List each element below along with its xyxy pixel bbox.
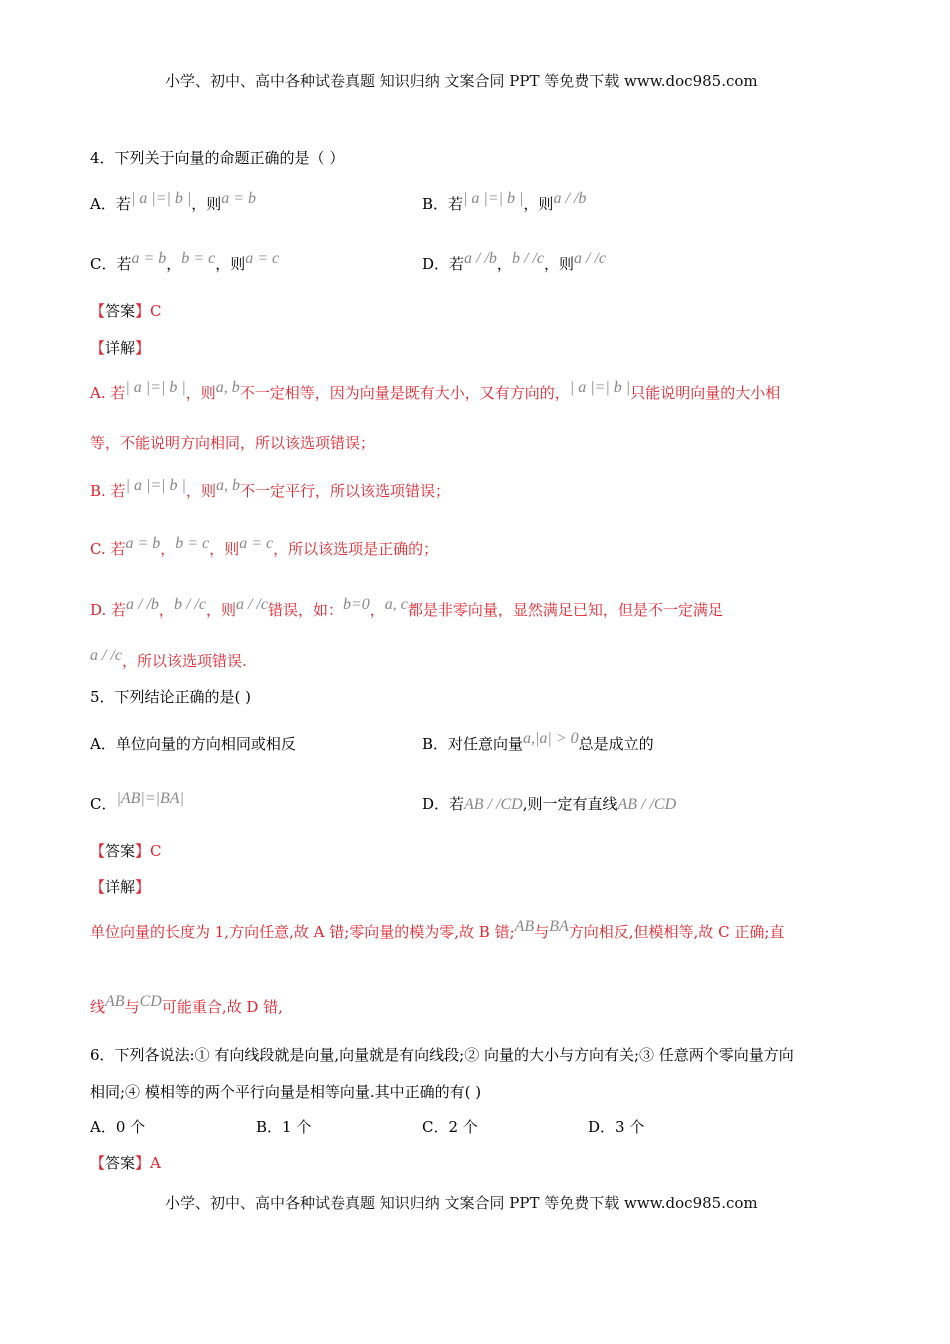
- q4-c-math2: b = c: [181, 250, 216, 267]
- q4-answer-value: C: [150, 302, 162, 320]
- page-footer: 小学、初中、高中各种试卷真题 知识归纳 文案合同 PPT 等免费下载 www.doc985.com: [165, 1194, 758, 1212]
- q4-d-label: D．若: [422, 255, 465, 273]
- q5-stem: 5．下列结论正确的是( ): [90, 688, 252, 706]
- q4-b-label: B．若: [422, 195, 464, 213]
- q4-explanation-b: B. 若| a |=| b |，则a, b不一定平行，所以该选项错误；: [90, 477, 450, 500]
- q4-explanation-c: C. 若a = b，b = c，则a = c，所以该选项是正确的；: [90, 535, 439, 558]
- q4-option-d: [422, 250, 606, 274]
- q5-answer: 【答案】C: [90, 842, 162, 860]
- q4-answer: [90, 300, 162, 321]
- q4-a-math1: | a |=| b |: [130, 190, 192, 207]
- q4-a-math2: a = b: [221, 190, 257, 207]
- q4-detail-heading: 【详解】: [90, 339, 151, 357]
- q4-c-mid: ，则: [215, 255, 246, 273]
- q6-option-b: B．1 个: [256, 1118, 312, 1136]
- q4-option-a: [90, 190, 257, 214]
- q4-explanation-a-cont: 等，不能说明方向相同，所以该选项错误；: [90, 434, 376, 452]
- q5-option-a: A．单位向量的方向相同或相反: [90, 735, 296, 753]
- q4-explanation-d: D. 若a / /b，b / /c，则a / /c错误，如：b=0，a, c都是非零向量，显然满足已知，但是不一定满足: [90, 596, 723, 619]
- page-header: 小学、初中、高中各种试卷真题 知识归纳 文案合同 PPT 等免费下载 www.doc985.com: [165, 72, 758, 90]
- q4-a-label: A．若: [90, 195, 131, 213]
- q6-stem-line1: 6．下列各说法:① 有向线段就是向量,向量就是有向线段;② 向量的大小与方向有关;③ 任意两个零向量方向: [90, 1046, 794, 1064]
- q6-answer: 【答案】A: [90, 1154, 161, 1172]
- q5-option-d: D．若AB / /CD,则一定有直线AB / /CD: [422, 795, 677, 813]
- q4-answer-label: 答案: [105, 302, 136, 320]
- q6-option-d: D．3 个: [588, 1118, 645, 1136]
- q4-stem: 4．下列关于向量的命题正确的是（ ）: [90, 149, 345, 167]
- q6-option-c: C．2 个: [422, 1118, 478, 1136]
- q4-c-label: C．若: [90, 255, 132, 273]
- q4-answer-open: 【: [90, 302, 106, 320]
- q4-d-math2: b / /c: [511, 250, 544, 267]
- q5-explanation-cont: 线AB与CD可能重合,故 D 错,: [90, 993, 283, 1016]
- q4-b-math2: a / /b: [553, 190, 587, 207]
- q4-answer-close: 】: [135, 302, 151, 320]
- q6-option-a: A．0 个: [90, 1118, 146, 1136]
- q4-a-mid: ，则: [191, 195, 222, 213]
- q4-option-c: [90, 250, 280, 274]
- q4-option-b: [422, 190, 587, 214]
- q4-d-mid: ，则: [543, 255, 574, 273]
- q4-c-math3: a = c: [245, 250, 280, 267]
- q4-c-math1: a = b: [131, 250, 167, 267]
- q5-detail-heading: 【详解】: [90, 878, 151, 896]
- q4-explanation-a: A. 若| a |=| b |，则a, b不一定相等，因为向量是既有大小，又有方向的，| a |=| b |只能说明向量的大小相: [90, 379, 781, 402]
- q5-explanation: 单位向量的长度为 1,方向任意,故 A 错;零向量的模为零,故 B 错;AB与BA方向相反,但模相等,故 C 正确;直: [90, 918, 785, 941]
- q4-b-mid: ，则: [523, 195, 554, 213]
- q4-d-math3: a / /c: [573, 250, 606, 267]
- q4-d-math1: a / /b: [464, 250, 497, 267]
- q4-c-sep: ，: [166, 255, 182, 273]
- q4-explanation-d-cont: a / /c，所以该选项错误.: [90, 647, 247, 670]
- q4-b-math1: | a |=| b |: [463, 190, 524, 207]
- q4-d-sep: ，: [496, 255, 512, 273]
- q4-detail-label: 详解: [105, 339, 136, 357]
- q6-stem-line2: 相同;④ 模相等的两个平行向量是相等向量.其中正确的有( ): [90, 1083, 482, 1101]
- q5-option-c: C．|AB|=|BA|: [90, 790, 184, 813]
- q5-option-b: B．对任意向量a,|a| > 0总是成立的: [422, 730, 654, 753]
